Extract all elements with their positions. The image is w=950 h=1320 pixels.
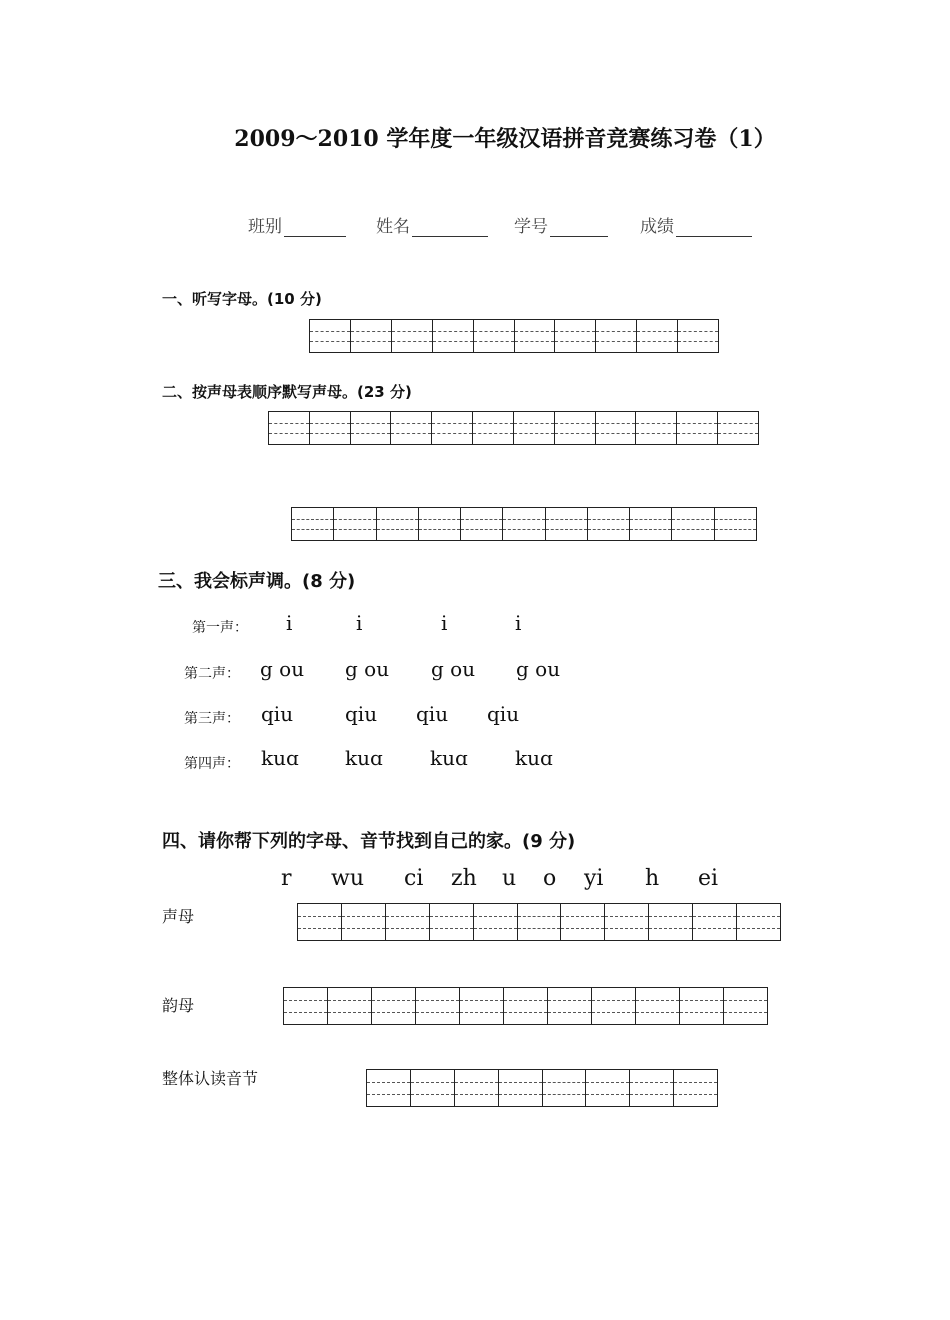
writing-cell[interactable] <box>419 508 461 540</box>
writing-cell[interactable] <box>377 508 419 540</box>
writing-cell[interactable] <box>504 988 548 1024</box>
writing-cell[interactable] <box>637 320 678 352</box>
writing-cell[interactable] <box>430 904 474 940</box>
letter-item: wu <box>331 866 364 891</box>
finals-sort-grid[interactable] <box>283 987 768 1025</box>
writing-cell[interactable] <box>596 412 637 444</box>
syllable: i <box>515 611 522 635</box>
writing-cell[interactable] <box>269 412 310 444</box>
writing-cell[interactable] <box>718 412 758 444</box>
writing-cell[interactable] <box>677 412 718 444</box>
writing-cell[interactable] <box>518 904 562 940</box>
score-field[interactable] <box>676 220 752 237</box>
class-field[interactable] <box>284 220 346 237</box>
letter-item: ei <box>698 866 719 891</box>
section-3-heading: 三、我会标声调。(8 分) <box>158 571 356 592</box>
letter-item: u <box>502 866 517 891</box>
syllable: i <box>286 611 293 635</box>
writing-cell[interactable] <box>515 320 556 352</box>
syllable: qiu <box>416 702 449 726</box>
writing-cell[interactable] <box>680 988 724 1024</box>
writing-cell[interactable] <box>630 1070 674 1106</box>
tone-3-label: 第三声： <box>184 711 240 727</box>
syllable: kuɑ <box>515 746 553 770</box>
score-label: 成绩 <box>640 217 674 237</box>
writing-cell[interactable] <box>342 904 386 940</box>
writing-cell[interactable] <box>588 508 630 540</box>
writing-cell[interactable] <box>460 988 504 1024</box>
syllable: g ou <box>345 657 390 681</box>
whole-syllables-row-label: 整体认读音节 <box>162 1069 259 1088</box>
syllable: kuɑ <box>345 746 383 770</box>
writing-cell[interactable] <box>693 904 737 940</box>
letter-item: o <box>543 866 557 891</box>
writing-cell[interactable] <box>351 412 392 444</box>
id-field[interactable] <box>550 220 608 237</box>
writing-cell[interactable] <box>284 988 328 1024</box>
finals-row-label: 韵母 <box>162 996 195 1015</box>
info-name <box>376 212 488 237</box>
writing-cell[interactable] <box>473 412 514 444</box>
writing-cell[interactable] <box>499 1070 543 1106</box>
writing-cell[interactable] <box>674 1070 717 1106</box>
writing-cell[interactable] <box>514 412 555 444</box>
writing-cell[interactable] <box>548 988 592 1024</box>
writing-cell[interactable] <box>678 320 718 352</box>
writing-cell[interactable] <box>474 320 515 352</box>
writing-cell[interactable] <box>596 320 637 352</box>
writing-cell[interactable] <box>367 1070 411 1106</box>
section-2-heading: 二、按声母表顺序默写声母。(23 分) <box>162 383 412 401</box>
writing-cell[interactable] <box>292 508 334 540</box>
syllable: i <box>441 611 448 635</box>
writing-cell[interactable] <box>737 904 780 940</box>
writing-cell[interactable] <box>328 988 372 1024</box>
writing-cell[interactable] <box>555 320 596 352</box>
writing-cell[interactable] <box>543 1070 587 1106</box>
tone-4-label: 第四声： <box>184 756 240 772</box>
writing-cell[interactable] <box>386 904 430 940</box>
writing-cell[interactable] <box>310 320 351 352</box>
syllable: qiu <box>345 702 378 726</box>
writing-cell[interactable] <box>636 988 680 1024</box>
letter-item: zh <box>451 866 477 891</box>
section-1-heading: 一、听写字母。(10 分) <box>162 290 322 308</box>
writing-cell[interactable] <box>455 1070 499 1106</box>
writing-cell[interactable] <box>432 412 473 444</box>
dictation-grid[interactable] <box>309 319 719 353</box>
writing-cell[interactable] <box>546 508 588 540</box>
info-class <box>248 212 346 237</box>
syllable: kuɑ <box>430 746 468 770</box>
writing-cell[interactable] <box>630 508 672 540</box>
syllable: i <box>356 611 363 635</box>
name-label: 姓名 <box>376 217 410 237</box>
writing-cell[interactable] <box>416 988 460 1024</box>
writing-cell[interactable] <box>372 988 416 1024</box>
writing-cell[interactable] <box>724 988 767 1024</box>
initials-grid-row-2[interactable] <box>291 507 757 541</box>
info-score <box>640 212 752 237</box>
writing-cell[interactable] <box>672 508 714 540</box>
writing-cell[interactable] <box>636 412 677 444</box>
letter-item: yi <box>584 866 604 891</box>
whole-syllables-sort-grid[interactable] <box>366 1069 718 1107</box>
initials-row-label: 声母 <box>162 907 195 926</box>
writing-cell[interactable] <box>433 320 474 352</box>
syllable: g ou <box>260 657 305 681</box>
writing-cell[interactable] <box>334 508 376 540</box>
syllable: g ou <box>516 657 561 681</box>
writing-cell[interactable] <box>310 412 351 444</box>
writing-cell[interactable] <box>392 320 433 352</box>
syllable: qiu <box>487 702 520 726</box>
writing-cell[interactable] <box>474 904 518 940</box>
info-id <box>514 212 608 237</box>
letter-item: r <box>281 866 292 891</box>
writing-cell[interactable] <box>391 412 432 444</box>
writing-cell[interactable] <box>561 904 605 940</box>
writing-cell[interactable] <box>605 904 649 940</box>
section-4-heading: 四、请你帮下列的字母、音节找到自己的家。(9 分) <box>162 831 576 852</box>
letter-item: h <box>645 866 660 891</box>
writing-cell[interactable] <box>503 508 545 540</box>
class-label: 班别 <box>248 217 282 237</box>
writing-cell[interactable] <box>411 1070 455 1106</box>
id-label: 学号 <box>514 217 548 237</box>
tone-1-label: 第一声： <box>192 620 248 636</box>
writing-cell[interactable] <box>715 508 756 540</box>
initials-sort-grid[interactable] <box>297 903 781 941</box>
letter-item: ci <box>404 866 424 891</box>
name-field[interactable] <box>412 220 488 237</box>
tone-2-label: 第二声： <box>184 666 240 682</box>
writing-cell[interactable] <box>298 904 342 940</box>
initials-grid-row-1[interactable] <box>268 411 759 445</box>
writing-cell[interactable] <box>586 1070 630 1106</box>
syllable: kuɑ <box>261 746 299 770</box>
writing-cell[interactable] <box>555 412 596 444</box>
syllable: qiu <box>261 702 294 726</box>
page-title: 2009～2010 学年度一年级汉语拼音竞赛练习卷（1） <box>234 126 776 152</box>
writing-cell[interactable] <box>461 508 503 540</box>
writing-cell[interactable] <box>592 988 636 1024</box>
writing-cell[interactable] <box>649 904 693 940</box>
writing-cell[interactable] <box>351 320 392 352</box>
syllable: g ou <box>431 657 476 681</box>
